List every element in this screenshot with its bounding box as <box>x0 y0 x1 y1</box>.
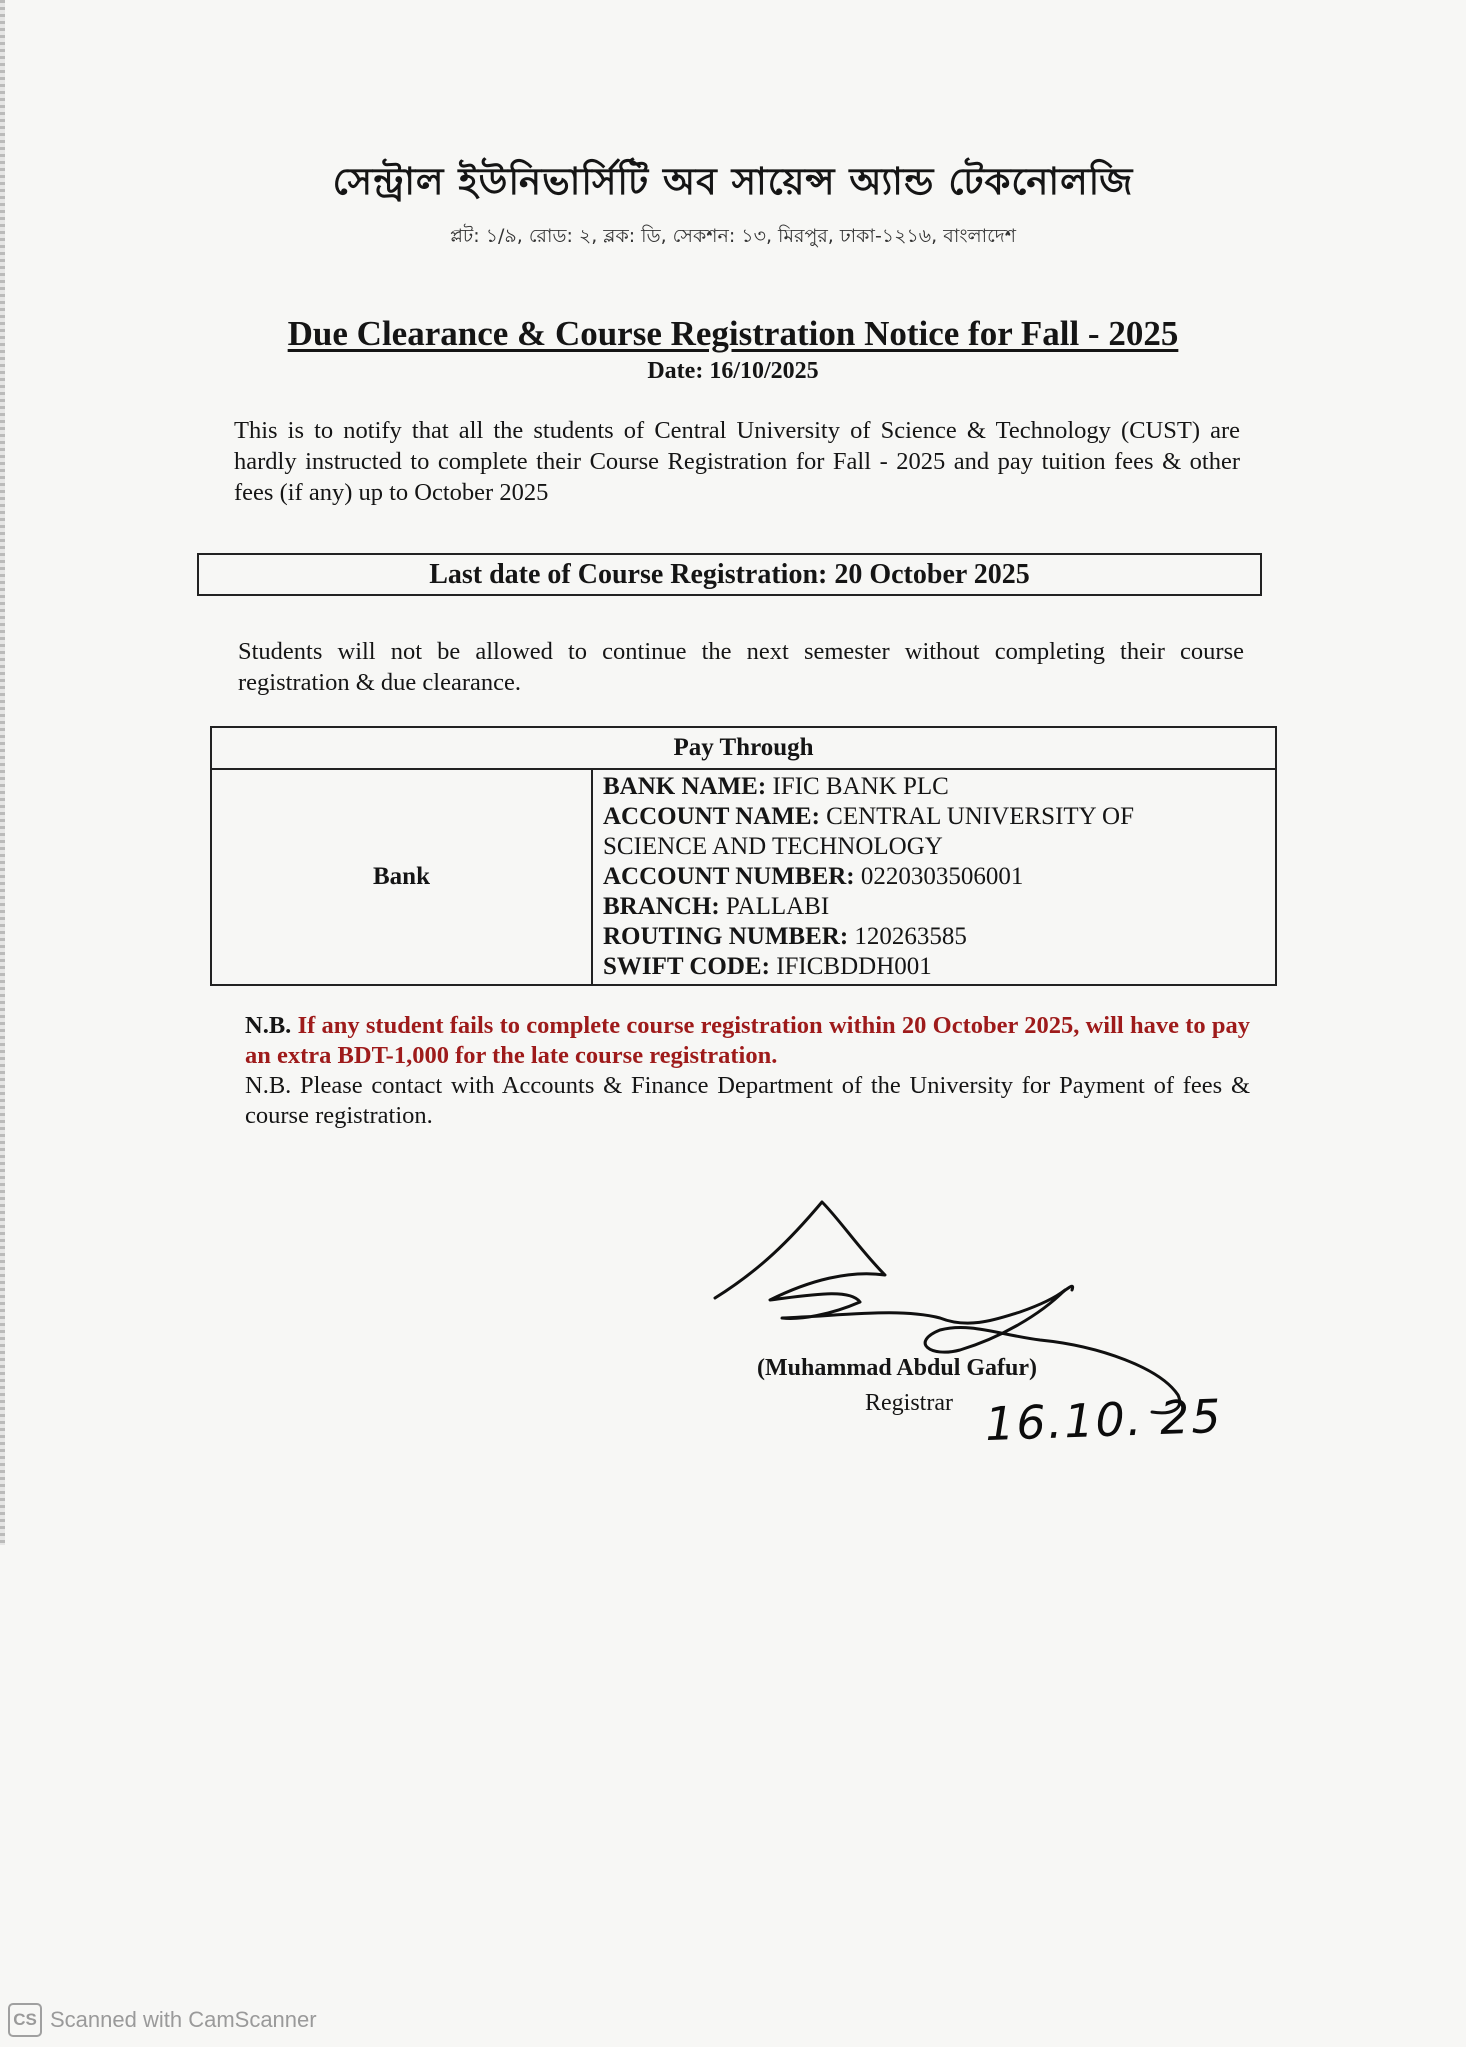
university-address-bn: প্লট: ১/৯, রোড: ২, ব্লক: ডি, সেকশন: ১৩, মিরপুর, ঢাকা-১২১৬, বাংলাদেশ <box>449 225 1017 247</box>
intro-paragraph: This is to notify that all the students of Central University of Science & Technology (CUST) are hardly instructed to complete their Course Registration for Fall - 2025 and pay tuition fees & other fees (if any) up to October 2025 <box>234 417 1240 506</box>
payment-method-cell: Bank <box>211 769 592 985</box>
bank-detail-line <box>603 772 1265 802</box>
bank-detail-line <box>603 892 1265 922</box>
deadline-text: Last date of Course Registration: 20 October 2025 <box>429 558 1030 590</box>
bank-detail-line <box>603 832 1265 862</box>
bank-detail-value: 0220303506001 <box>860 863 1024 890</box>
camscanner-watermark <box>8 2003 317 2037</box>
bank-detail-value: CENTRAL UNIVERSITY OF <box>826 803 1135 830</box>
signatory-name: (Muhammad Abdul Gafur) <box>757 1355 1038 1381</box>
payment-table-row <box>211 769 1276 985</box>
bank-detail-line <box>603 952 1265 982</box>
bank-detail-value: IFIC BANK PLC <box>772 773 949 800</box>
bank-detail-value: SCIENCE AND TECHNOLOGY <box>603 833 943 860</box>
bank-detail-value: IFICBDDH001 <box>776 953 932 980</box>
bank-detail-label: BANK NAME: <box>603 773 767 800</box>
bank-detail-label: SWIFT CODE: <box>603 953 770 980</box>
camscanner-text: Scanned with CamScanner <box>50 2007 317 2032</box>
bank-detail-label: ACCOUNT NUMBER: <box>603 863 855 890</box>
note-contact: N.B. Please contact with Accounts & Finance Department of the University for Payment of fees & course registration. <box>245 1072 1250 1129</box>
bank-detail-line <box>603 922 1265 952</box>
bank-detail-value: 120263585 <box>854 923 967 950</box>
note-prefix: N.B. <box>245 1012 292 1039</box>
bank-detail-label: ACCOUNT NAME: <box>603 803 820 830</box>
handwritten-date: 16.10. 25 <box>984 1388 1224 1452</box>
pay-through-header: Pay Through <box>211 727 1276 769</box>
bank-detail-label: ROUTING NUMBER: <box>603 923 849 950</box>
signatory-title: Registrar <box>865 1390 953 1416</box>
camscanner-logo-icon: CS <box>8 2003 42 2037</box>
bank-detail-line <box>603 862 1265 892</box>
deadline-box <box>197 553 1262 596</box>
bank-details-cell <box>592 769 1276 985</box>
note-late-fee <box>245 1011 1250 1071</box>
warning-paragraph: Students will not be allowed to continue the next semester without completing their course registration & due clearance. <box>238 638 1244 696</box>
university-name-bn: সেন্ট্রাল ইউনিভার্সিটি অব সায়েন্স অ্যান্ড টেকনোলজি <box>332 160 1134 203</box>
notice-title: Due Clearance & Course Registration Notice for Fall - 2025 <box>287 314 1179 353</box>
bank-detail-label: BRANCH: <box>603 893 720 920</box>
payment-table-header-row <box>211 727 1276 769</box>
notice-date: Date: 16/10/2025 <box>647 358 819 384</box>
bank-detail-line <box>603 802 1265 832</box>
note-late-fee-text: If any student fails to complete course registration within 20 October 2025, will have to pay an extra BDT-1,000 for the late course registration. <box>245 1012 1251 1069</box>
bank-detail-value: PALLABI <box>725 893 830 920</box>
payment-table <box>210 726 1277 986</box>
